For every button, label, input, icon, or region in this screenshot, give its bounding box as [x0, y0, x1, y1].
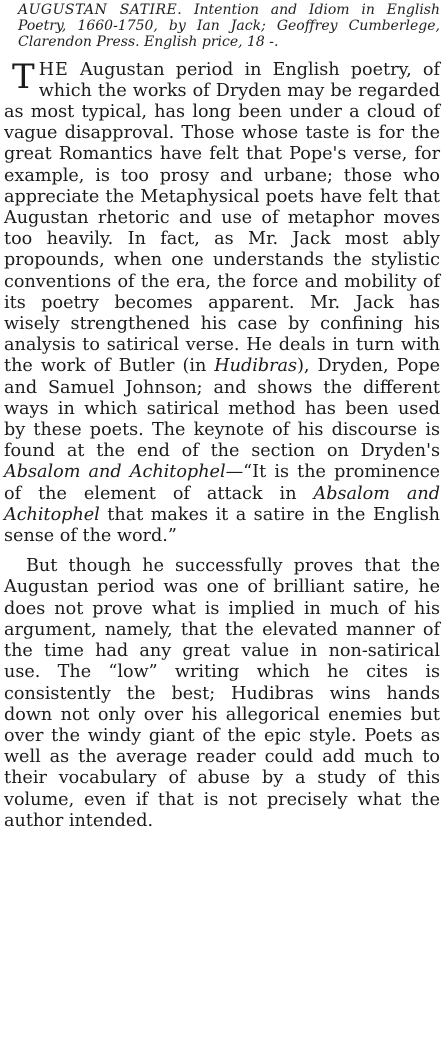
title-absalom-2: Absalom and Achitophel — [4, 483, 440, 525]
review-heading — [4, 2, 440, 51]
lead-word: HE — [38, 59, 69, 80]
title-absalom-1: Absalom and Achitophel — [4, 462, 226, 483]
paragraph-1-text-c: —“It is the prominence of the element of attack in — [4, 462, 440, 504]
title-hudibras: Hudibras — [214, 356, 298, 377]
paragraph-1-text-b: ), Dryden, Pope and Samuel Johnson; and shows the different ways in which satirical method has been used by these poets. The keynote of his discourse is found at the end of the section on Dryden's — [4, 356, 440, 462]
paragraph-1-text-d: that makes it a satire in the English sense of the word.” — [4, 504, 440, 547]
drop-cap: T — [12, 56, 35, 97]
book-details: Intention and Idiom in English Poetry, 1660-1750, by Ian Jack; Geoffrey Cumberlege, Clarendon Press. English price, 18 -. — [18, 2, 440, 51]
paragraph-2: But though he successfully proves that the Augustan period was one of brilliant satire, he does not prove what is implied in much of his argument, namely, that the elevated manner of the time had any great value in non-satirical use. The “low” writing which he cites is consistently the best; Hudibras wins hands down not only over his allegorical enemies but over the windy giant of the epic style. Poets as well as the average reader could add much to their vocabulary of abuse by a study of this volume, even if that is not precisely what the author intended. — [4, 556, 440, 831]
review-article — [4, 0, 440, 832]
paragraph-1-text-a: Augustan period in English poetry, of which the works of Dryden may be regarded as most typical, has long been under a cloud of vague disapproval. Those whose taste is for the great Romantics have felt that Pope's verse, for example, is too prosy and urbane; those who appreciate the Metaphysical poets have felt that Augustan rhetoric and use of metaphor moves too heavily. In fact, as Mr. Jack most ably propounds, when one understands the stylistic conventions of the era, the force and mobility of its poetry becomes apparent. Mr. Jack has wisely strengthened his case by confining his analysis to satirical verse. He deals in turn with the work of Butler (in — [4, 59, 440, 377]
paragraph-1 — [4, 56, 440, 548]
book-title: AUGUSTAN SATIRE. — [18, 2, 183, 18]
